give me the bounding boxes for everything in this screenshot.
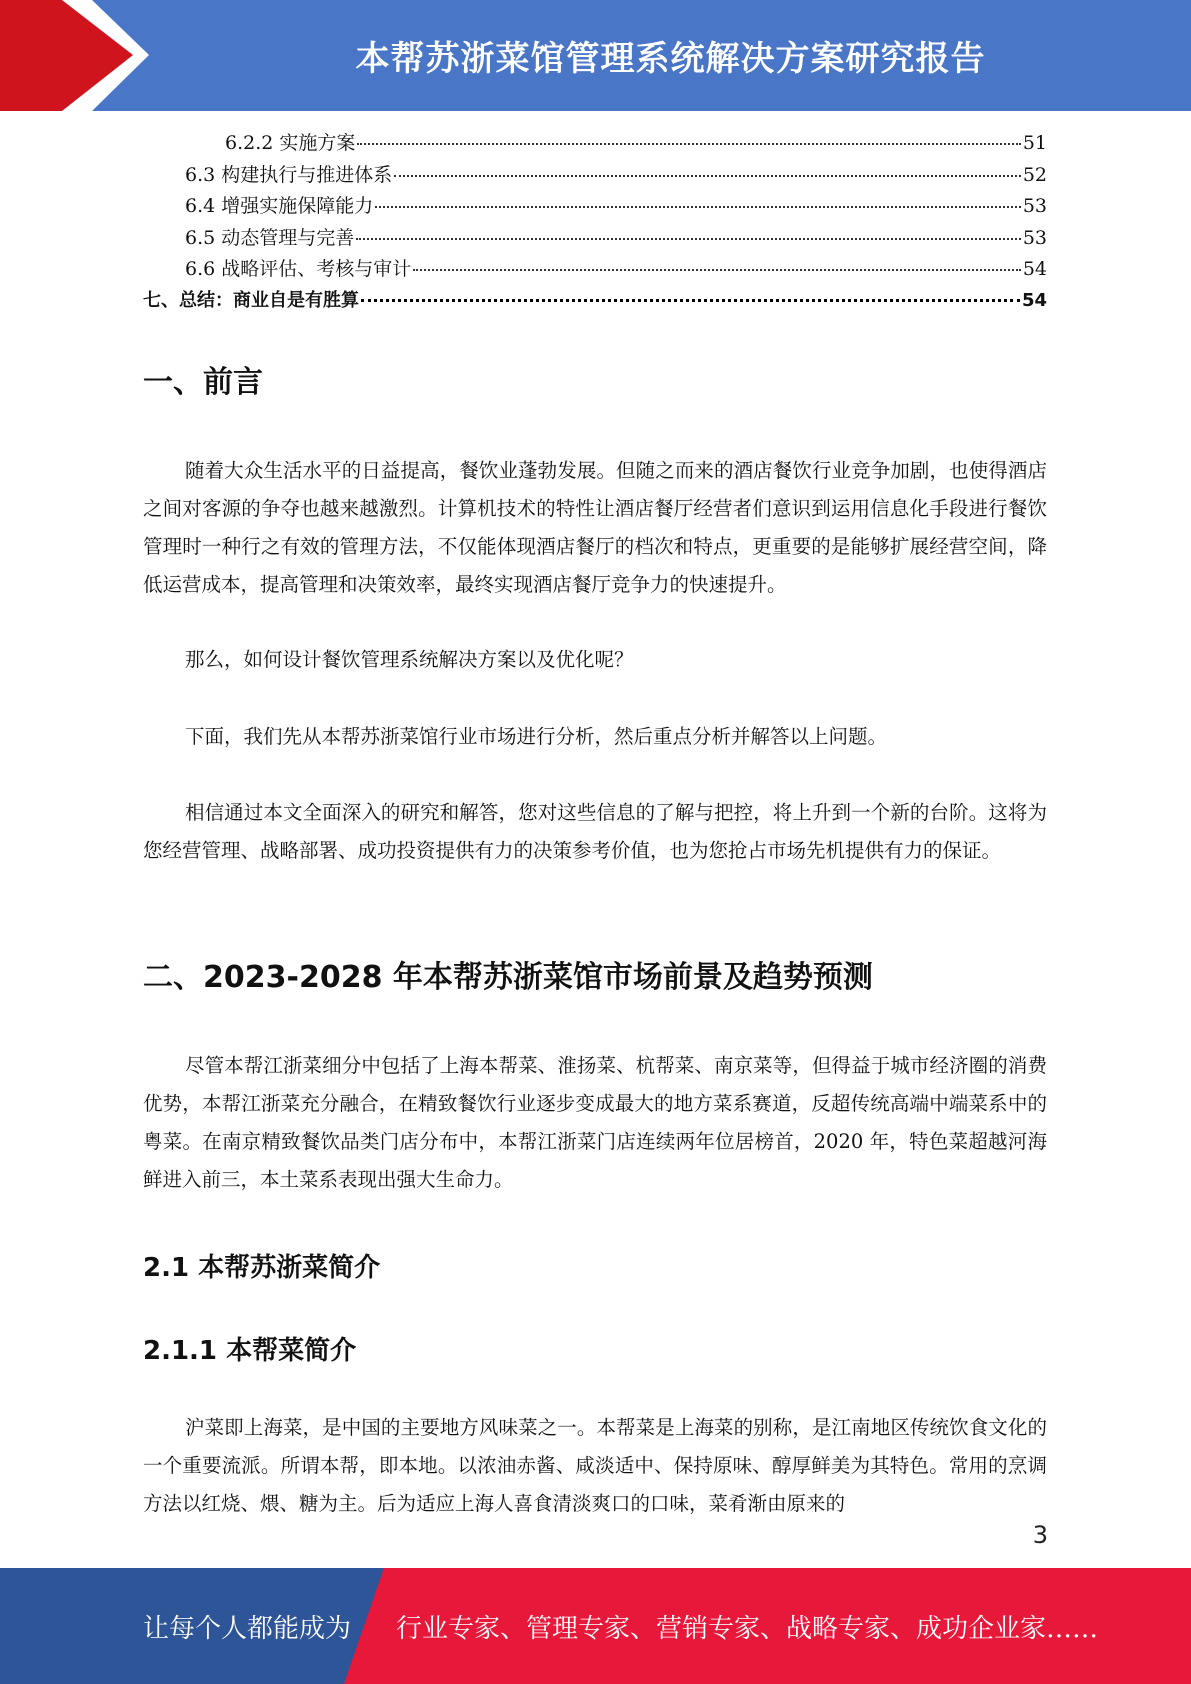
toc-leader-dots — [357, 143, 1020, 145]
subsection-heading: 2.1 本帮苏浙菜简介 — [143, 1253, 381, 1283]
preface-paragraph: 随着大众生活水平的日益提高，餐饮业蓬勃发展。但随之而来的酒店餐饮行业竞争加剧，也使得酒店之间对客源的争夺也越来越激烈。计算机技术的特性让酒店餐厅经营者们意识到运用信息化手段进行餐饮管理时一种行之有效的管理方法，不仅能体现酒店餐厅的档次和特点，更重要的是能够扩展经营空间，降低运营成本，提高管理和决策效率，最终实现酒店餐厅竞争力的快速提升。 — [143, 459, 1047, 596]
toc-entry-label: 七、总结：商业自是有胜算 — [143, 289, 359, 311]
toc-entry-page: 54 — [1022, 258, 1047, 280]
red-arrow-icon — [0, 0, 160, 111]
preface-paragraph: 那么，如何设计餐饮管理系统解决方案以及优化呢？ — [185, 648, 634, 671]
forecast-paragraph: 尽管本帮江浙菜细分中包括了上海本帮菜、淮扬菜、杭帮菜、南京菜等，但得益于城市经济圈的消费优势，本帮江浙菜充分融合，在精致餐饮行业逐步变成最大的地方菜系赛道，反超传统高端中端菜系中的粤菜。在南京精致餐饮品类门店分布中，本帮江浙菜门店连续两年位居榜首，2020 年，特色菜超越河海鲜进入前三，本土菜系表现出强大生命力。 — [143, 1054, 1047, 1191]
toc-entry[interactable] — [143, 223, 1047, 255]
toc-entry[interactable] — [143, 286, 1047, 318]
toc-entry-page: 53 — [1022, 195, 1047, 217]
table-of-contents — [143, 128, 1047, 317]
toc-leader-dots — [375, 206, 1021, 208]
toc-entry[interactable] — [143, 128, 1047, 160]
footer-slogan-right: 行业专家、管理专家、营销专家、战略专家、成功企业家…… — [396, 1613, 1099, 1644]
toc-entry-page: 54 — [1021, 289, 1047, 311]
toc-leader-dots — [394, 175, 1021, 177]
toc-entry[interactable] — [143, 191, 1047, 223]
preface-heading: 一、前言 — [143, 365, 263, 400]
toc-leader-dots — [361, 299, 1020, 302]
toc-entry-page: 51 — [1022, 132, 1047, 154]
toc-entry[interactable] — [143, 160, 1047, 192]
forecast-heading: 二、2023-2028 年本帮苏浙菜馆市场前景及趋势预测 — [143, 960, 873, 995]
page-number: 3 — [1032, 1521, 1048, 1549]
footer-slogan-left: 让每个人都能成为 — [143, 1613, 352, 1644]
header-banner — [0, 0, 1191, 111]
toc-entry-label: 6.5 动态管理与完善 — [185, 226, 355, 249]
footer-banner — [0, 1568, 1191, 1684]
toc-leader-dots — [413, 269, 1021, 271]
toc-entry-label: 6.2.2 实施方案 — [225, 132, 356, 154]
toc-leader-dots — [356, 238, 1021, 240]
toc-entry-page: 53 — [1022, 226, 1047, 249]
subsubsection-heading: 2.1.1 本帮菜简介 — [143, 1336, 357, 1366]
toc-entry-label: 6.4 增强实施保障能力 — [185, 195, 374, 217]
toc-entry-label: 6.6 战略评估、考核与审计 — [185, 258, 412, 280]
toc-entry-page: 52 — [1022, 163, 1047, 186]
preface-paragraph: 下面，我们先从本帮苏浙菜馆行业市场进行分析，然后重点分析并解答以上问题。 — [185, 725, 888, 748]
preface-paragraph: 相信通过本文全面深入的研究和解答，您对这些信息的了解与把控，将上升到一个新的台阶。这将为您经营管理、战略部署、成功投资提供有力的决策参考价值，也为您抢占市场先机提供有力的保证。 — [143, 801, 1047, 862]
benbang-paragraph: 沪菜即上海菜，是中国的主要地方风味菜之一。本帮菜是上海菜的别称，是江南地区传统饮食文化的一个重要流派。所谓本帮，即本地。以浓油赤酱、咸淡适中、保持原味、醇厚鲜美为其特色。常用的烹调方法以红烧、煨、糖为主。后为适应上海人喜食清淡爽口的口味，菜肴渐由原来的 — [143, 1416, 1047, 1515]
toc-entry[interactable] — [143, 254, 1047, 286]
toc-entry-label: 6.3 构建执行与推进体系 — [185, 163, 393, 186]
report-title: 本帮苏浙菜馆管理系统解决方案研究报告 — [355, 39, 986, 79]
